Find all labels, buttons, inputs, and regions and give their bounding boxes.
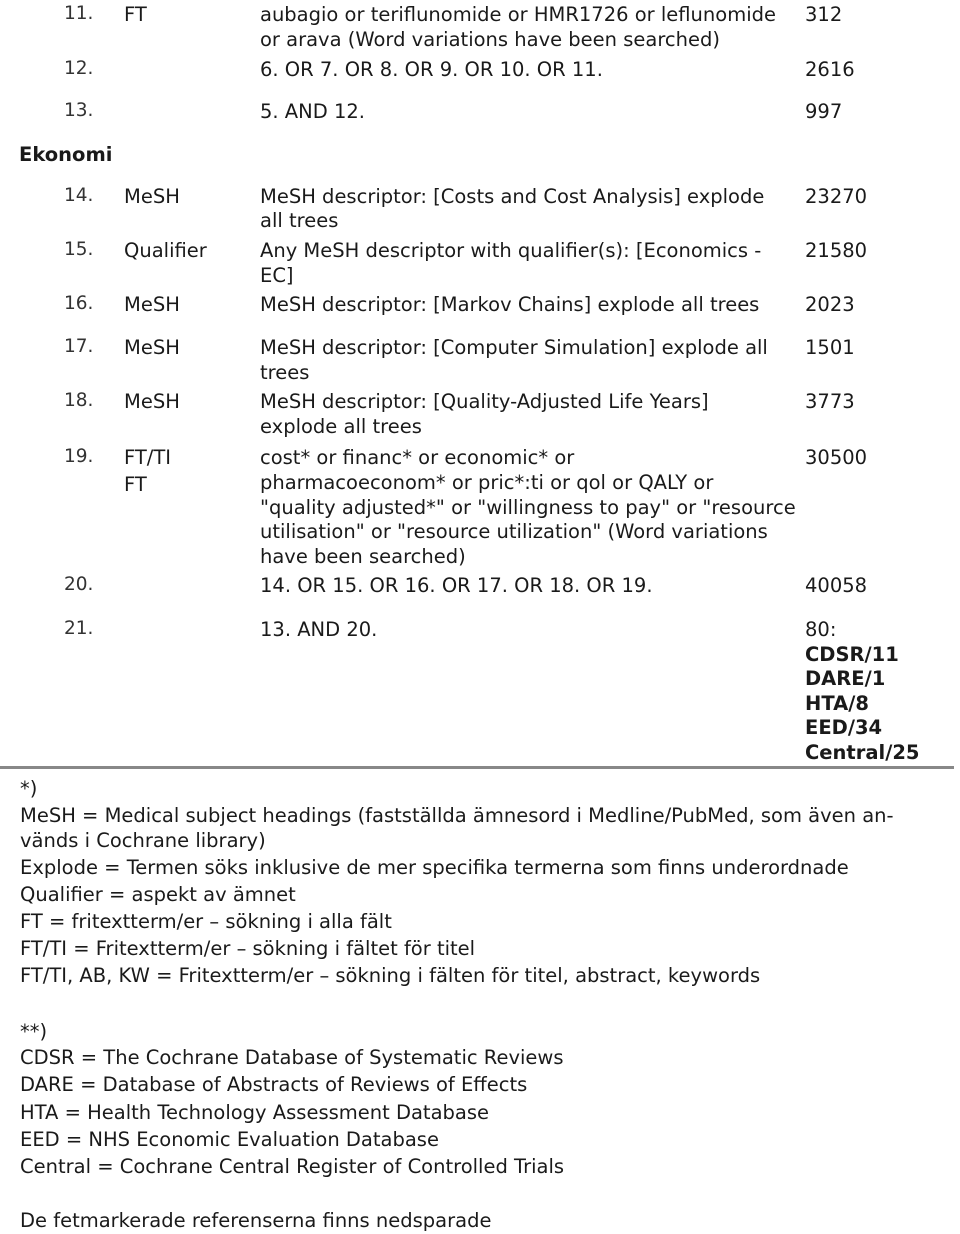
footnote-line: Central = Cochrane Central Register of Controlled Trials: [20, 1155, 565, 1178]
row-query-line: "quality adjusted*" or "willingness to pay" or "resource: [260, 496, 796, 519]
row-count: 312: [805, 3, 843, 26]
row-type: MeSH: [124, 336, 180, 359]
row-type: Qualifier: [124, 239, 207, 262]
row-query-line: utilisation" or "resource utilization" (Word variations: [260, 520, 768, 543]
section-heading: Ekonomi: [19, 143, 113, 166]
result-database: EED/34: [805, 716, 883, 739]
row-number: 21.: [64, 618, 94, 639]
footnote-line: EED = NHS Economic Evaluation Database: [20, 1128, 439, 1151]
result-database: HTA/8: [805, 692, 869, 715]
footnote-line: FT/TI, AB, KW = Fritextterm/er – sökning i fälten för titel, abstract, keywords: [20, 964, 761, 987]
row-count: 30500: [805, 446, 868, 469]
footnote-line: HTA = Health Technology Assessment Database: [20, 1101, 490, 1124]
row-number: 16.: [64, 293, 94, 314]
footnote-marker: **): [20, 1020, 48, 1043]
row-count: 997: [805, 100, 843, 123]
footnote-line: DARE = Database of Abstracts of Reviews of Effects: [20, 1073, 528, 1096]
row-number: 14.: [64, 185, 94, 206]
row-number: 19.: [64, 446, 94, 467]
row-query-line: pharmacoeconom* or pric*:ti or qol or QALY or: [260, 471, 714, 494]
row-query-line: all trees: [260, 209, 339, 232]
table-bottom-rule: [0, 766, 954, 769]
row-query-line: Any MeSH descriptor with qualifier(s): [Economics -: [260, 239, 762, 262]
row-number: 18.: [64, 390, 94, 411]
row-number: 20.: [64, 574, 94, 595]
footnote-marker: *): [20, 777, 38, 800]
row-query-line: MeSH descriptor: [Markov Chains] explode all trees: [260, 293, 760, 316]
row-query-line: 14. OR 15. OR 16. OR 17. OR 18. OR 19.: [260, 574, 653, 597]
row-query-line: 6. OR 7. OR 8. OR 9. OR 10. OR 11.: [260, 58, 603, 81]
row-query-line: MeSH descriptor: [Quality-Adjusted Life Years]: [260, 390, 709, 413]
row-count: 1501: [805, 336, 855, 359]
row-query-line: MeSH descriptor: [Computer Simulation] explode all: [260, 336, 768, 359]
footnote-line: Qualifier = aspekt av ämnet: [20, 883, 296, 906]
row-query-line: 13. AND 20.: [260, 618, 378, 641]
footnote-line: CDSR = The Cochrane Database of Systematic Reviews: [20, 1046, 564, 1069]
row-number: 12.: [64, 58, 94, 79]
row-query-line: cost* or financ* or economic* or: [260, 446, 575, 469]
footnote-line: FT = fritextterm/er – sökning i alla fält: [20, 910, 392, 933]
row-query-line: MeSH descriptor: [Costs and Cost Analysis] explode: [260, 185, 765, 208]
row-query-line: 5. AND 12.: [260, 100, 365, 123]
row-query-line: or arava (Word variations have been searched): [260, 28, 720, 51]
row-number: 15.: [64, 239, 94, 260]
footnote-line: Explode = Termen söks inklusive de mer specifika termerna som finns underordnade: [20, 856, 849, 879]
row-query-line: aubagio or teriflunomide or HMR1726 or leflunomide: [260, 3, 776, 26]
result-database: DARE/1: [805, 667, 886, 690]
result-database: Central/25: [805, 741, 920, 764]
row-count: 2023: [805, 293, 855, 316]
row-type: MeSH: [124, 390, 180, 413]
closing-note: De fetmarkerade referenserna finns nedsparade: [20, 1209, 492, 1232]
row-query-line: have been searched): [260, 545, 466, 568]
row-query-line: trees: [260, 361, 310, 384]
row-type: FT: [124, 473, 147, 496]
result-database: CDSR/11: [805, 643, 899, 666]
row-count: 21580: [805, 239, 868, 262]
row-number: 13.: [64, 100, 94, 121]
footnote-line: MeSH = Medical subject headings (fastställda ämnesord i Medline/PubMed, som även an-: [20, 804, 894, 827]
row-number: 17.: [64, 336, 94, 357]
row-count: 23270: [805, 185, 868, 208]
row-query-line: explode all trees: [260, 415, 422, 438]
footnote-line: vänds i Cochrane library): [20, 829, 266, 852]
footnote-line: FT/TI = Fritextterm/er – sökning i fältet för titel: [20, 937, 476, 960]
row-count: 2616: [805, 58, 855, 81]
row-count: 40058: [805, 574, 868, 597]
row-type: MeSH: [124, 185, 180, 208]
row-type: FT/TI: [124, 446, 172, 469]
row-count: 3773: [805, 390, 855, 413]
row-number: 11.: [64, 3, 94, 24]
row-count: 80:: [805, 618, 837, 641]
row-query-line: EC]: [260, 264, 294, 287]
row-type: FT: [124, 3, 147, 26]
row-type: MeSH: [124, 293, 180, 316]
